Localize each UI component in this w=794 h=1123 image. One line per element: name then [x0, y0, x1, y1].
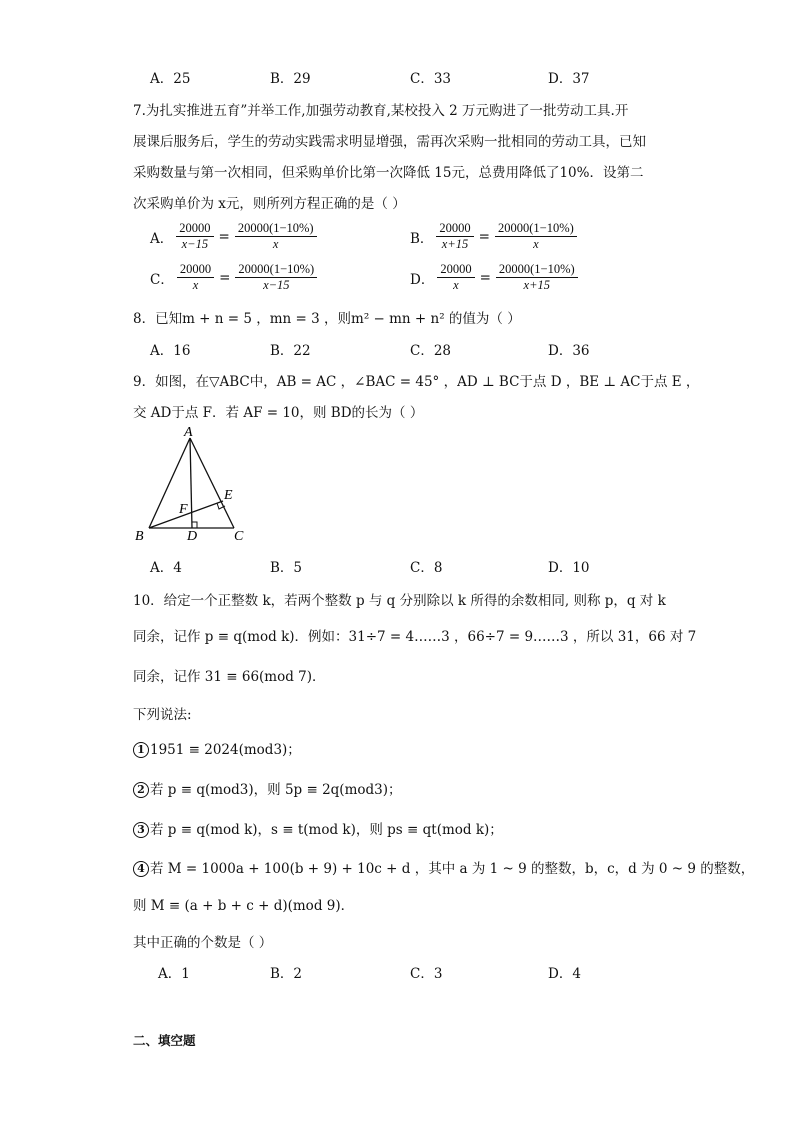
q7-option-d	[410, 262, 581, 293]
q10-item-3	[133, 818, 503, 838]
right-angle-d	[192, 522, 197, 528]
q8-text: 8．已知m + n = 5 ，mn = 3 ，则m² − mn + n² 的值为（ ）	[133, 311, 521, 327]
q10-item-2	[133, 778, 402, 798]
q10-item-3-text: 若 p ≡ q(mod k)，s ≡ t(mod k)，则 ps ≡ qt(mod k)；	[150, 822, 503, 838]
q7-option-b	[410, 221, 580, 252]
equals-sign: =	[478, 228, 490, 245]
q8-option-d: D．36	[548, 343, 590, 359]
denominator: x	[192, 278, 199, 292]
q9-option-a: A．4	[150, 560, 182, 576]
q10-option-b: B．2	[270, 966, 303, 982]
q10-item-4-text: 若 M = 1000a + 100(b + 9) + 10c + d ，其中 a 为 1 ~ 9 的整数，b，c，d 为 0 ~ 9 的整数，	[150, 861, 755, 877]
q6-option-b: B．29	[270, 71, 311, 87]
q10-text-line-1: 10．给定一个正整数 k，若两个整数 p 与 q 分别除以 k 所得的余数相同, 则称 p，q 对 k	[133, 593, 666, 609]
q10-item-4	[133, 857, 754, 877]
q7-option-a	[150, 221, 320, 252]
numerator: 20000(1−10%)	[235, 262, 317, 278]
q7-text-line-4: 次采购单价为 x元，则所列方程正确的是（ ）	[133, 196, 406, 212]
fraction	[235, 262, 317, 293]
circled-number: 3	[133, 822, 149, 838]
triangle-figure	[130, 425, 260, 550]
q10-item-1	[133, 738, 301, 758]
label-b: B	[135, 529, 144, 544]
denominator: x+15	[441, 237, 469, 251]
denominator: x	[533, 237, 539, 251]
label-a: A	[184, 425, 193, 440]
denominator: x−15	[181, 237, 209, 251]
q10-option-c: C．3	[410, 966, 443, 982]
label-d: D	[187, 529, 198, 544]
q10-item-4-continuation: 则 M ≡ (a + b + c + d)(mod 9)．	[133, 898, 355, 914]
numerator: 20000	[176, 221, 213, 237]
segment-ad	[190, 438, 192, 528]
q10-option-d: D．4	[548, 966, 581, 982]
denominator: x	[272, 237, 279, 251]
label-e: E	[224, 488, 233, 503]
q8-option-c: C．28	[410, 343, 452, 359]
numerator: 20000	[177, 262, 214, 278]
label-f: F	[179, 502, 188, 517]
q6-option-d: D．37	[548, 71, 590, 87]
segment-ac	[190, 438, 234, 528]
q9-text-line-2: 交 AD于点 F．若 AF = 10，则 BD的长为（ ）	[133, 405, 424, 421]
equals-sign: =	[479, 269, 491, 286]
q8-option-a: A．16	[150, 343, 191, 359]
fraction	[496, 262, 578, 293]
q6-option-c: C．33	[410, 71, 452, 87]
q7-option-b-label: B．	[410, 230, 434, 247]
fraction	[177, 262, 214, 293]
fraction	[235, 221, 317, 252]
q10-text-line-2: 同余，记作 p ≡ q(mod k)．例如：31÷7 = 4……3 ，66÷7 = 9……3 ，所以 31，66 对 7	[133, 629, 697, 645]
q9-option-c: C．8	[410, 560, 443, 576]
q10-question: 其中正确的个数是（ ）	[133, 935, 273, 951]
fraction	[437, 262, 474, 293]
fraction	[436, 221, 473, 252]
q10-option-a: A．1	[158, 966, 190, 982]
q10-text-line-3: 同余，记作 31 ≡ 66(mod 7)．	[133, 669, 326, 685]
fraction	[176, 221, 213, 252]
numerator: 20000(1−10%)	[235, 221, 317, 237]
q10-text-line-4: 下列说法:	[133, 707, 192, 723]
circled-number: 4	[133, 861, 149, 877]
q7-text-line-1: 7.为扎实推进五育”并举工作,加强劳动教育,某校投入 2 万元购进了一批劳动工具.开	[133, 103, 629, 119]
numerator: 20000(1−10%)	[495, 221, 577, 237]
q10-item-1-text: 1951 ≡ 2024(mod3)；	[150, 742, 301, 758]
equals-sign: =	[218, 228, 230, 245]
q7-option-a-label: A．	[150, 230, 174, 247]
q7-text-line-2: 展课后服务后，学生的劳动实践需求明显增强，需再次采购一批相同的劳动工具，已知	[133, 134, 646, 150]
q9-option-b: B．5	[270, 560, 303, 576]
equals-sign: =	[219, 269, 231, 286]
circled-number: 2	[133, 782, 149, 798]
numerator: 20000	[436, 221, 473, 237]
numerator: 20000(1−10%)	[496, 262, 578, 278]
q10-item-2-text: 若 p ≡ q(mod3)，则 5p ≡ 2q(mod3)；	[150, 782, 402, 798]
q7-option-d-label: D．	[410, 271, 435, 288]
numerator: 20000	[437, 262, 474, 278]
q7-option-c-label: C．	[150, 271, 174, 288]
q9-text-line-1: 9．如图，在▽ABC中，AB = AC ，∠BAC = 45° ，AD ⊥ BC于点 D ，BE ⊥ AC于点 E ，	[133, 374, 700, 390]
q7-option-c	[150, 262, 320, 293]
q8-option-b: B．22	[270, 343, 311, 359]
circled-number: 1	[133, 742, 149, 758]
label-c: C	[234, 529, 244, 544]
section-title: 二、填空题	[133, 1033, 196, 1048]
fraction	[495, 221, 577, 252]
denominator: x	[453, 278, 459, 292]
denominator: x−15	[263, 278, 290, 292]
q6-option-a: A．25	[150, 71, 191, 87]
q9-option-d: D．10	[548, 560, 590, 576]
denominator: x+15	[523, 278, 551, 292]
q7-text-line-3: 采购数量与第一次相同，但采购单价比第一次降低 15元，总费用降低了10%．设第二	[133, 165, 644, 181]
